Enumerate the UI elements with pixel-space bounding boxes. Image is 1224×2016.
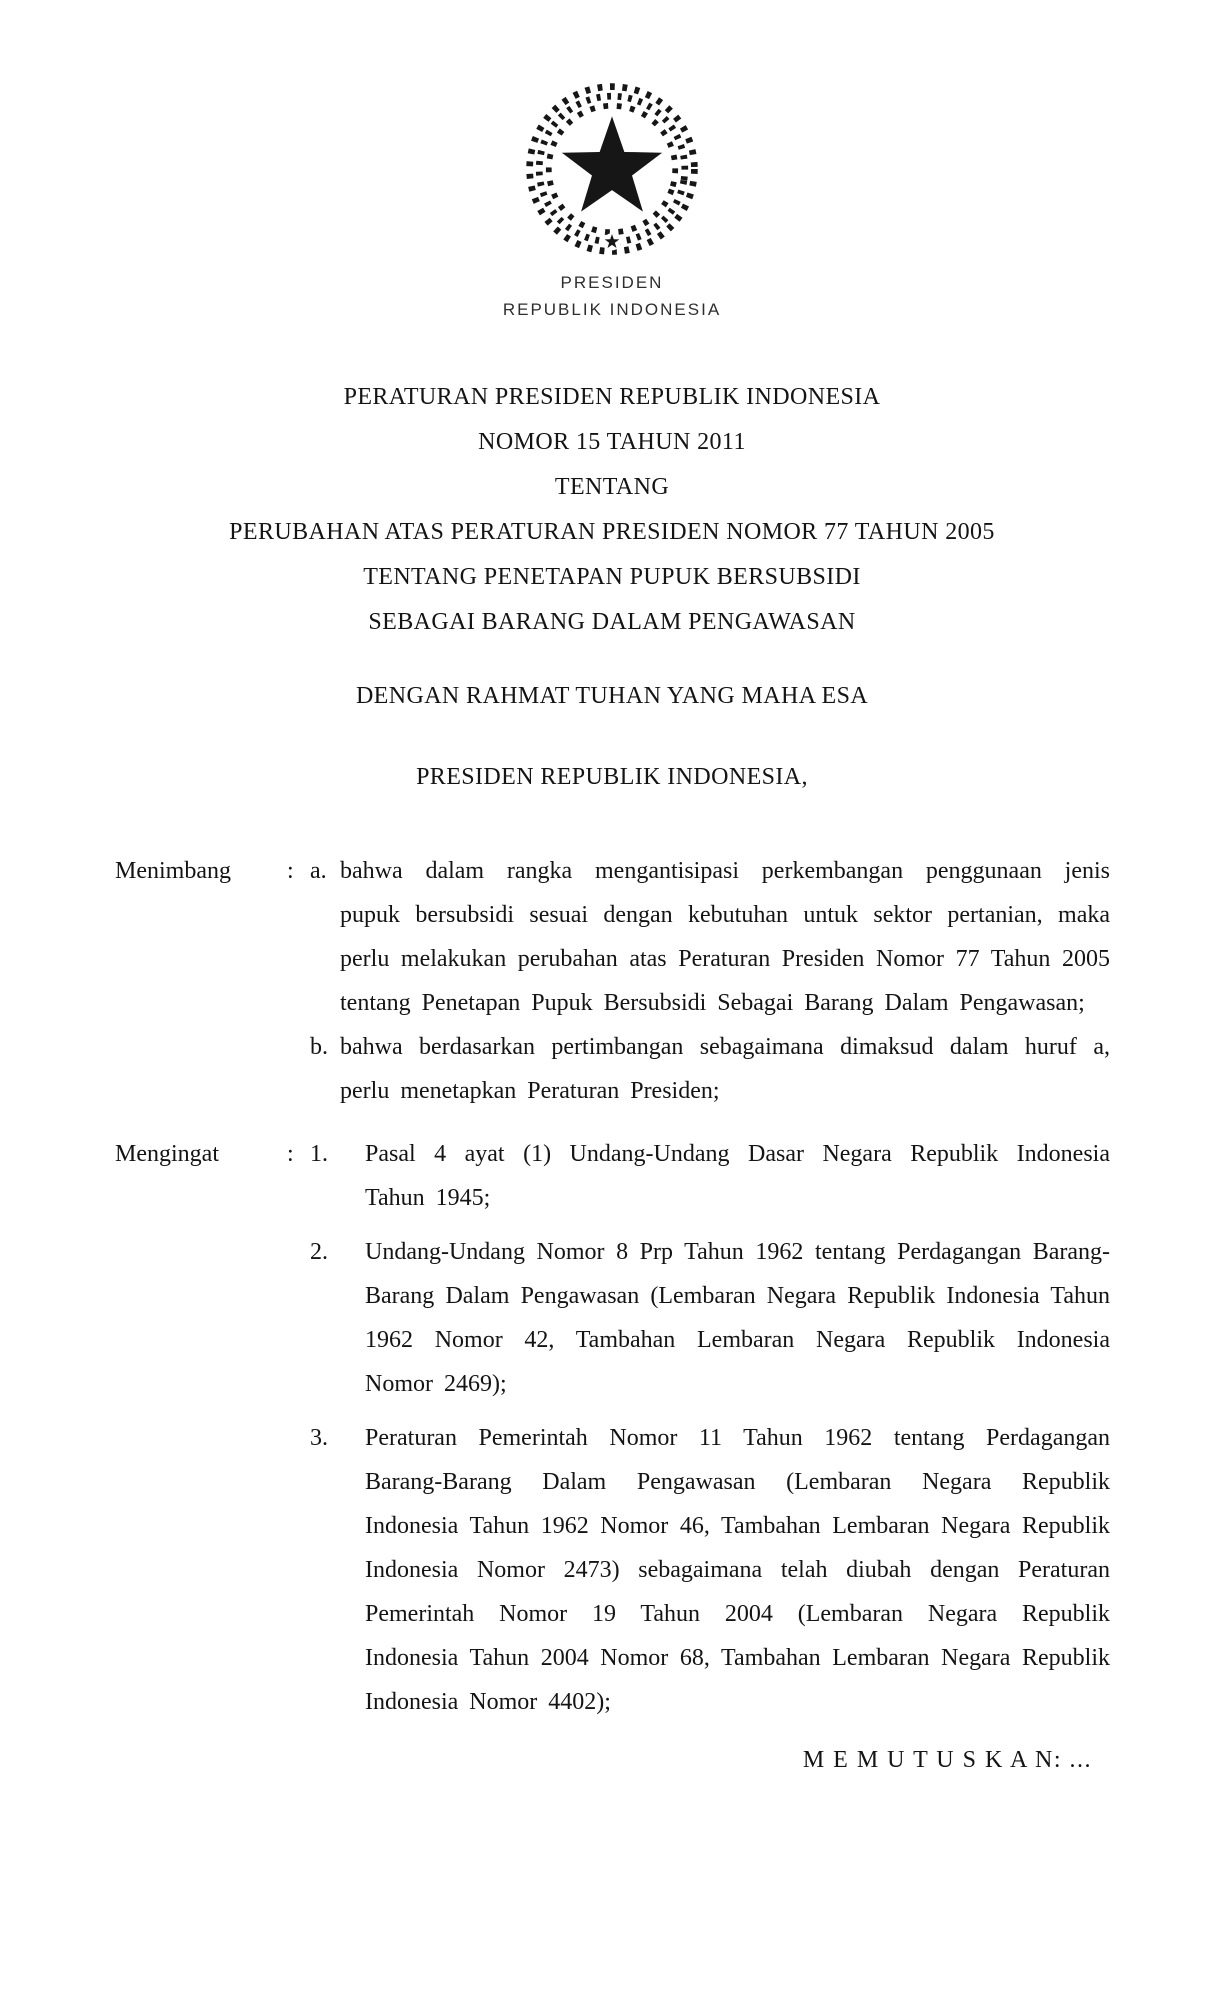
emblem-wrap: [0, 0, 1224, 323]
agency-line-2: REPUBLIK INDONESIA: [502, 300, 722, 319]
item-text: Pasal 4 ayat (1) Undang-Undang Dasar Negara Republik Indonesia Tahun 1945;: [365, 1141, 1110, 1211]
considering-item-b: [310, 1025, 1110, 1113]
item-marker: 3.: [310, 1425, 328, 1451]
considering-section: [115, 849, 1110, 1113]
invocation-line: DENGAN RAHMAT TUHAN YANG MAHA ESA: [355, 683, 869, 709]
item-text: Peraturan Pemerintah Nomor 11 Tahun 1962 tentang Perdagangan Barang-Barang Dalam Pengawasan (Lembaran Negara Republik Indonesia Tahun 1962 Nomor 46, Tambahan Lembaran Negara Republik Indonesia Nomor 2473) sebagaimana telah diubah dengan Peraturan Pemerintah Nomor 19 Tahun 2004 (Lembaran Negara Republik Indonesia Tahun 2004 Nomor 68, Tambahan Lembaran Negara Republik Indonesia Nomor 4402);: [365, 1425, 1110, 1715]
agency-line-1: PRESIDEN: [560, 273, 664, 292]
issuing-authority-line: PRESIDEN REPUBLIK INDONESIA,: [416, 764, 808, 790]
considering-items: [310, 849, 1110, 1113]
item-marker: b.: [310, 1034, 328, 1060]
doc-title-line-5: TENTANG PENETAPAN PUPUK BERSUBSIDI: [363, 564, 861, 590]
recalling-item-1: [310, 1132, 1110, 1220]
recalling-item-2: [310, 1230, 1110, 1406]
preamble-body: [115, 849, 1110, 1724]
doc-title-line-6: SEBAGAI BARANG DALAM PENGAWASAN: [368, 609, 856, 635]
item-text: bahwa berdasarkan pertimbangan sebagaimana dimaksud dalam huruf a, perlu menetapkan Peraturan Presiden;: [340, 1034, 1110, 1104]
doc-title-line-1: PERATURAN PRESIDEN REPUBLIK INDONESIA: [343, 384, 881, 410]
doc-title-line-3: TENTANG: [554, 474, 670, 500]
considering-label: Menimbang: [115, 858, 231, 884]
item-marker: 1.: [310, 1141, 328, 1167]
recalling-colon: :: [287, 1141, 294, 1167]
doc-title: [0, 375, 1224, 645]
item-text: Undang-Undang Nomor 8 Prp Tahun 1962 tentang Perdagangan Barang-Barang Dalam Pengawasan (Lembaran Negara Republik Indonesia Tahun 1962 Nomor 42, Tambahan Lembaran Negara Republik Indonesia Nomor 2469);: [365, 1239, 1110, 1397]
doc-title-line-2: NOMOR 15 TAHUN 2011: [478, 429, 746, 455]
star-icon: [562, 116, 662, 211]
recalling-item-3: [310, 1416, 1110, 1724]
considering-item-a: [310, 849, 1110, 1025]
recalling-section: [115, 1132, 1110, 1724]
presidential-seal-icon: [521, 78, 703, 260]
doc-title-line-4: PERUBAHAN ATAS PERATURAN PRESIDEN NOMOR 77 TAHUN 2005: [229, 519, 995, 545]
wreath-knot-icon: [603, 233, 620, 250]
item-marker: 2.: [310, 1239, 328, 1265]
agency-name: [0, 269, 1224, 323]
considering-colon: :: [287, 858, 294, 884]
item-marker: a.: [310, 858, 327, 884]
recalling-label: Mengingat: [115, 1141, 219, 1167]
item-text: bahwa dalam rangka mengantisipasi perkembangan penggunaan jenis pupuk bersubsidi sesuai dengan kebutuhan untuk sektor pertanian, maka perlu melakukan perubahan atas Peraturan Presiden Nomor 77 Tahun 2005 tentang Penetapan Pupuk Bersubsidi Sebagai Barang Dalam Pengawasan;: [340, 858, 1110, 1016]
recalling-items: [310, 1132, 1110, 1724]
decision-catchword: M E M U T U S K A N: ...: [802, 1747, 1092, 1773]
